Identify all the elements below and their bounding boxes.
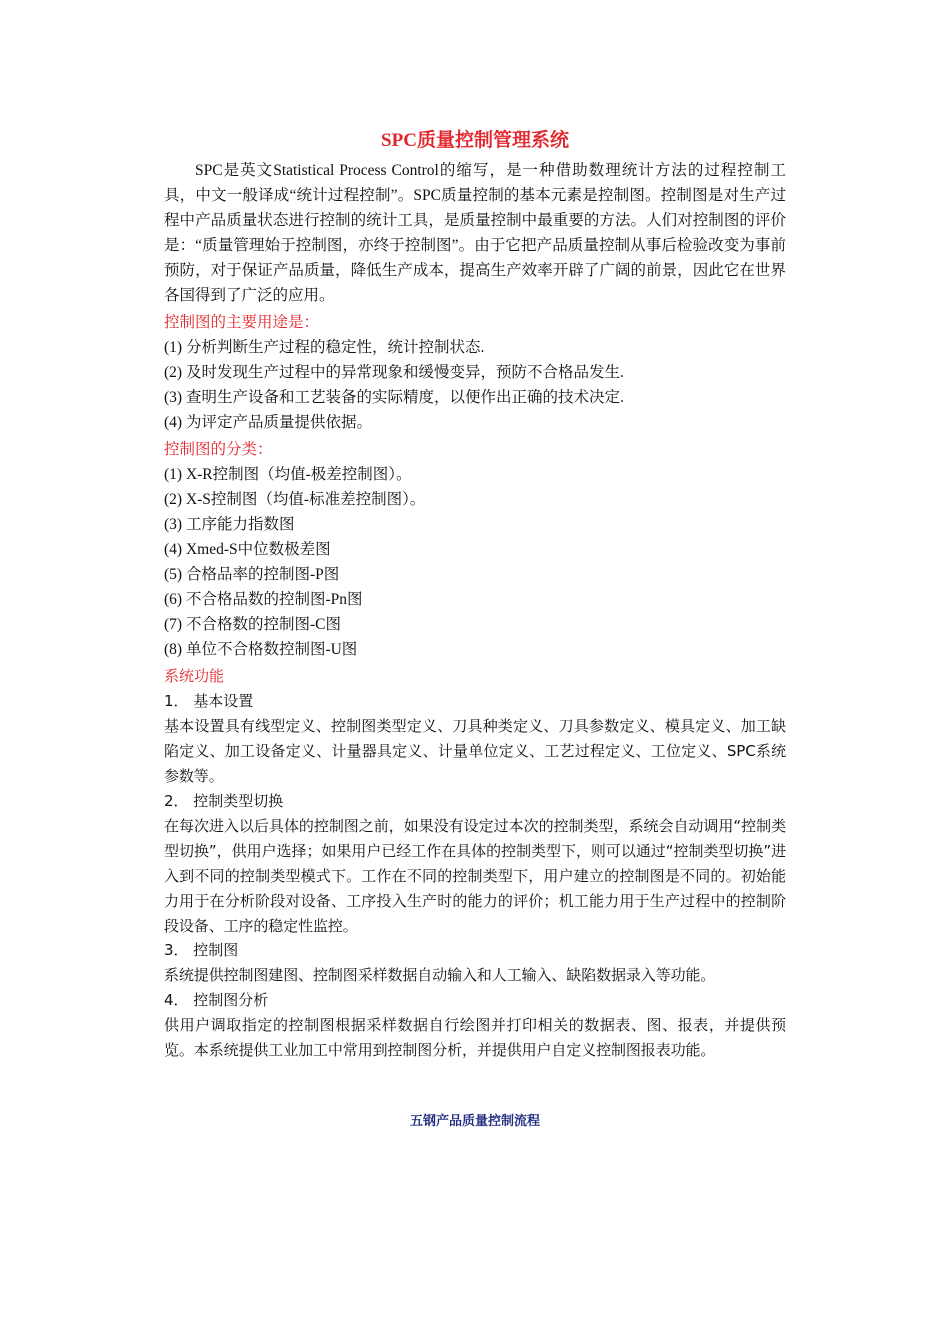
function-4-body: 供用户调取指定的控制图根据采样数据自行绘图并打印相关的数据表、图、报表，并提供预览。本系统提供工业加工中常用到控制图分析，并提供用户自定义控制图报表功能。 — [164, 1016, 786, 1059]
types-item-5: (5) 合格品率的控制图-P图 — [164, 566, 340, 583]
intro-paragraph: SPC是英文Statistical Process Control的缩写，是一种借助数理统计方法的过程控制工具，中文一般译成“统计过程控制”。SPC质量控制的基本元素是控制图。控制图是对生产过程中产品质量状态进行控制的统计工具，是质量控制中最重要的方法。人们对控制图的评价是：“质量管理始于控制图，亦终于控制图”。由于它把产品质量控制从事后检验改变为事前预防，对于保证产品质量，降低生产成本，提高生产效率开辟了广阔的前景，因此它在世界各国得到了广泛的应用。 — [164, 162, 786, 304]
function-2-body: 在每次进入以后具体的控制图之前，如果没有设定过本次的控制类型，系统会自动调用“控制类型切换”，供用户选择；如果用户已经工作在具体的控制类型下，则可以通过“控制类型切换”进入到不同的控制类型模式下。工作在不同的控制类型下，用户建立的控制图是不同的。初始能力用于在分析阶段对设备、工序投入生产时的能力的评价；机工能力用于生产过程中的控制阶段设备、工序的稳定性监控。 — [164, 817, 786, 935]
types-item-2: (2) X-S控制图（均值-标准差控制图）。 — [164, 491, 426, 508]
types-item-8: (8) 单位不合格数控制图-U图 — [164, 641, 358, 658]
types-item-3: (3) 工序能力指数图 — [164, 516, 295, 533]
uses-item-4: (4) 为评定产品质量提供依据。 — [164, 414, 372, 431]
function-1-title: 1． 基本设置 — [164, 692, 254, 710]
function-3-title: 3． 控制图 — [164, 941, 239, 959]
types-heading: 控制图的分类： — [164, 441, 273, 458]
document-title: SPC质量控制管理系统 — [381, 130, 569, 151]
function-4-title: 4． 控制图分析 — [164, 991, 269, 1009]
types-item-7: (7) 不合格数的控制图-C图 — [164, 616, 341, 633]
uses-item-1: (1) 分析判断生产过程的稳定性，统计控制状态. — [164, 339, 485, 356]
uses-heading: 控制图的主要用途是： — [164, 314, 320, 331]
uses-item-2: (2) 及时发现生产过程中的异常现象和缓慢变异，预防不合格品发生. — [164, 364, 624, 381]
types-item-6: (6) 不合格品数的控制图-Pn图 — [164, 591, 363, 608]
function-2-title: 2． 控制类型切换 — [164, 792, 284, 810]
uses-item-3: (3) 查明生产设备和工艺装备的实际精度，以便作出正确的技术决定. — [164, 389, 624, 406]
function-3-body: 系统提供控制图建图、控制图采样数据自动输入和人工输入、缺陷数据录入等功能。 — [164, 966, 716, 984]
types-item-4: (4) Xmed-S中位数极差图 — [164, 541, 331, 558]
functions-heading: 系统功能 — [164, 667, 225, 685]
function-1-body: 基本设置具有线型定义、控制图类型定义、刀具种类定义、刀具参数定义、模具定义、加工缺陷定义、加工设备定义、计量器具定义、计量单位定义、工艺过程定义、工位定义、SPC系统参数等。 — [164, 717, 786, 785]
types-item-1: (1) X-R控制图（均值-极差控制图）。 — [164, 466, 412, 483]
footer-title: 五钢产品质量控制流程 — [409, 1114, 540, 1129]
